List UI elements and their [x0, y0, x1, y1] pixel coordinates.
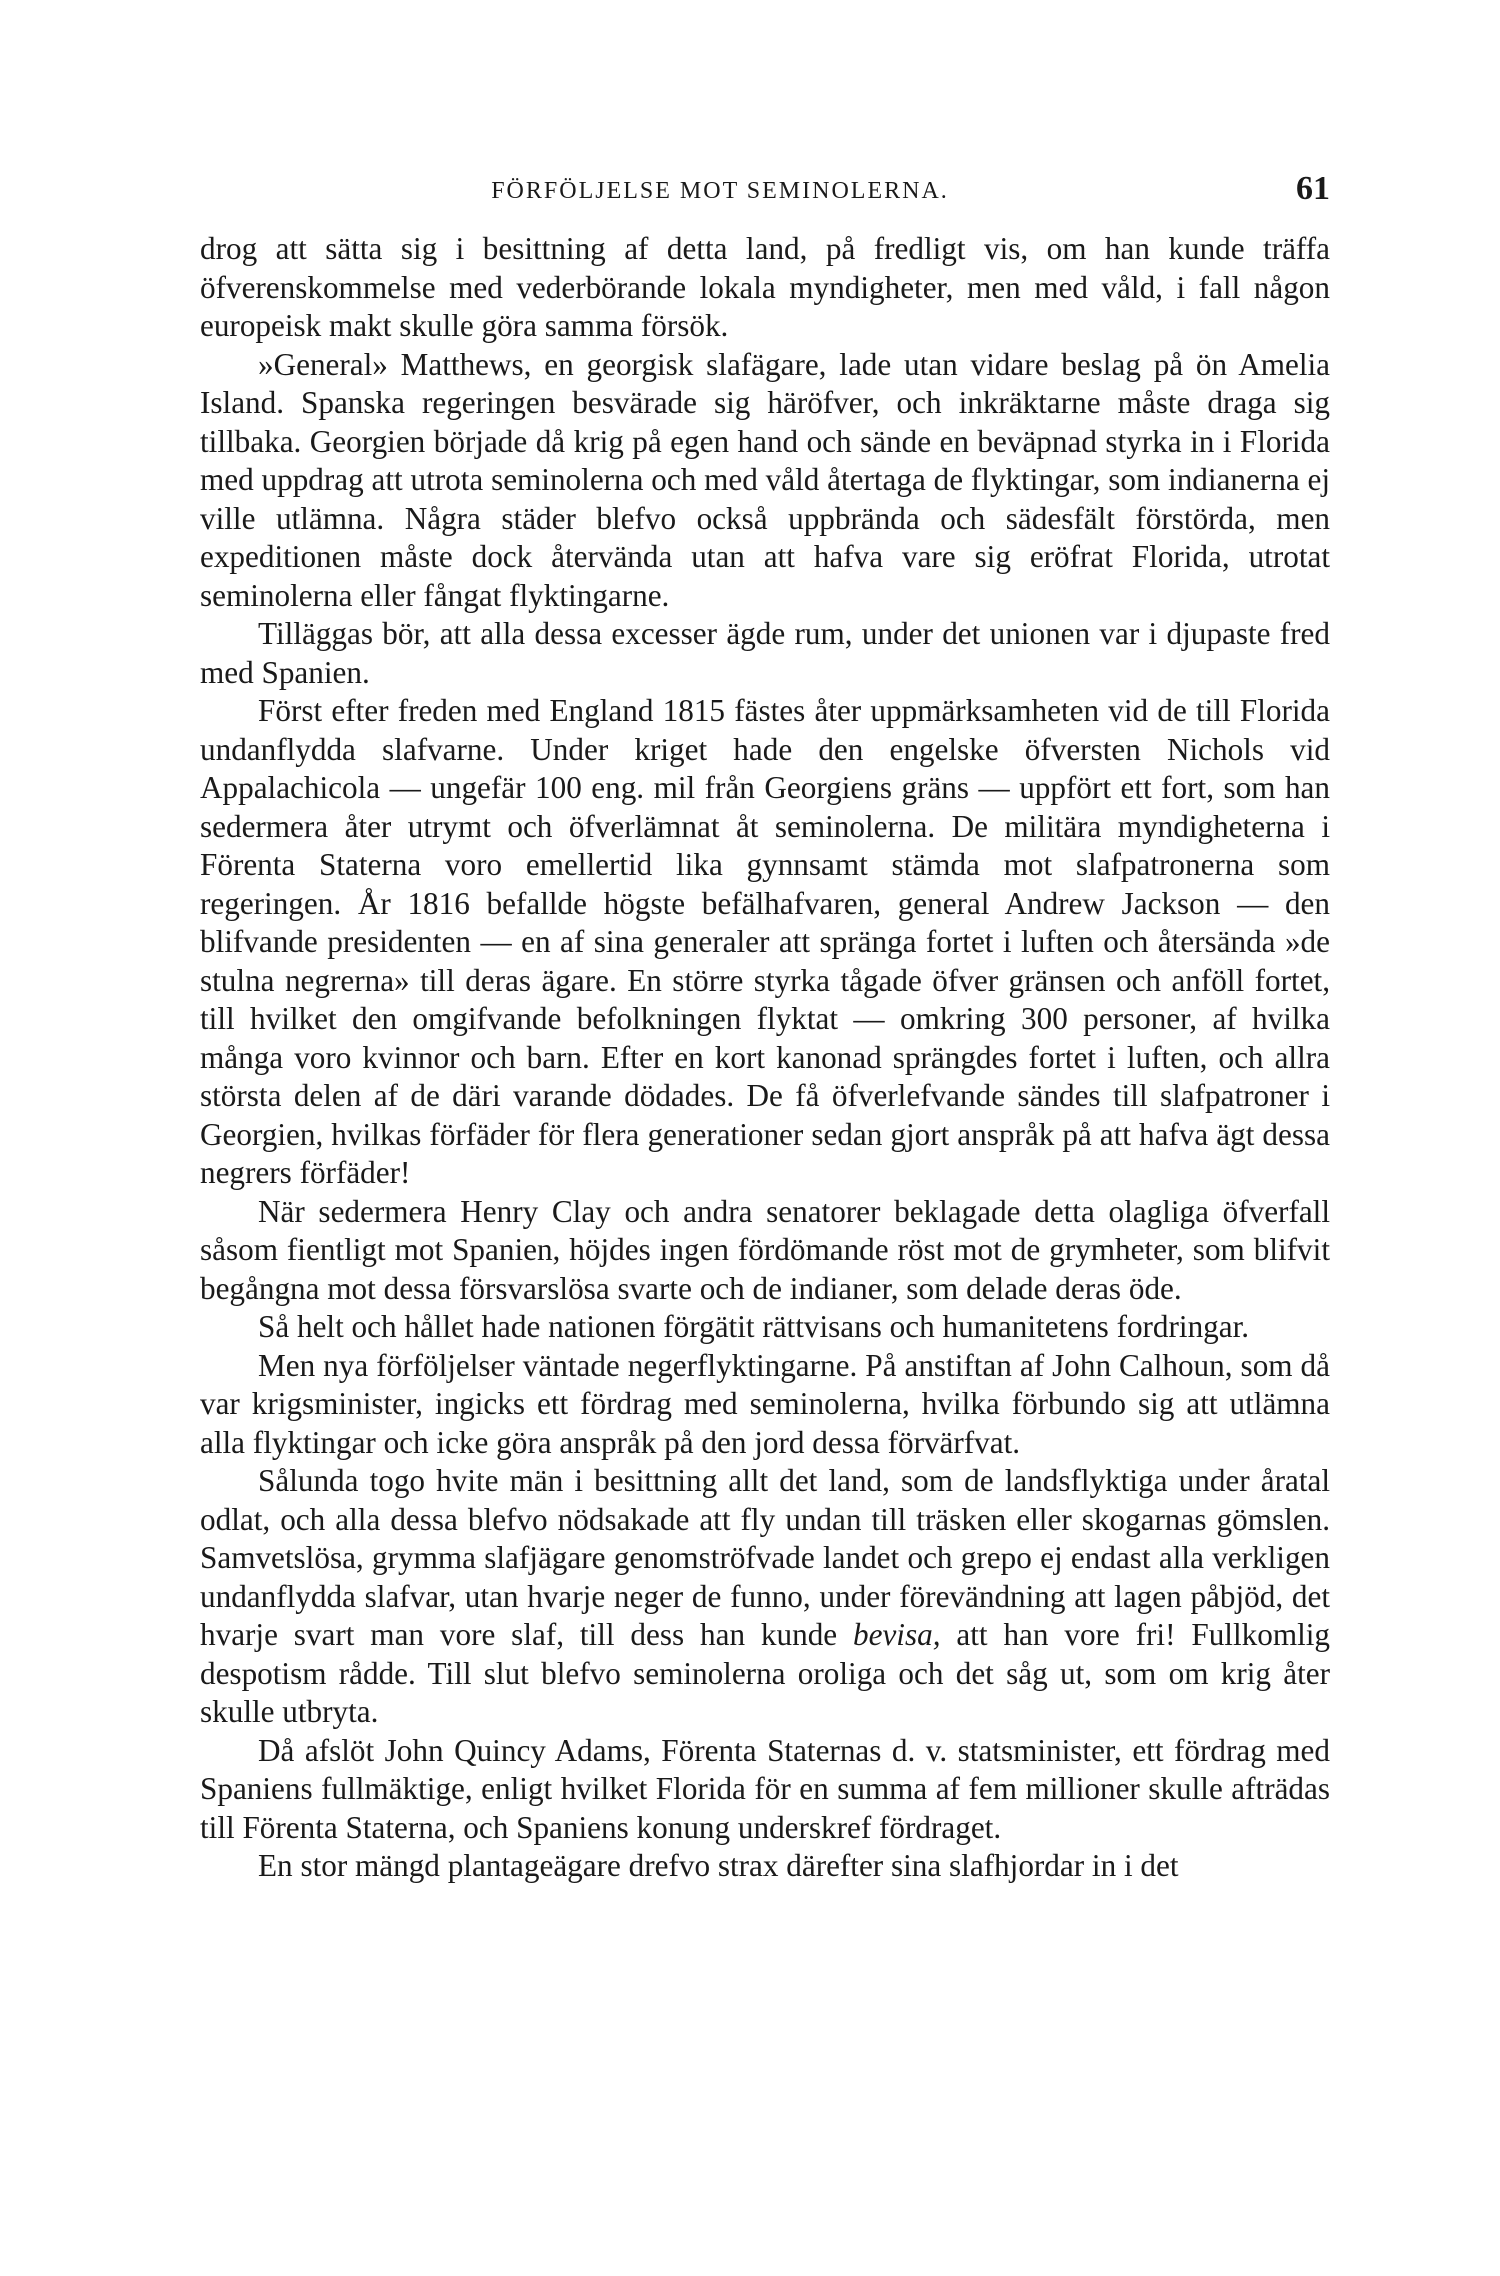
paragraph-7: Men nya förföljelser väntade negerflyktingarne. På anstiftan af John Calhoun, som då var krigsminister, ingicks ett fördrag med seminolerna, hvilka förbundo sig att utlämna alla flyktingar och icke göra anspråk på den jord dessa förvärfvat.: [200, 1347, 1330, 1460]
running-title: FÖRFÖLJELSE MOT SEMINOLERNA.: [491, 178, 949, 204]
paragraph-8: [200, 1462, 1330, 1732]
paragraph-8-emphasis: bevisa,: [853, 1617, 941, 1652]
paragraph-9: Då afslöt John Quincy Adams, Förenta Staternas d. v. statsminister, ett fördrag med Spaniens fullmäktige, enligt hvilket Florida för en summa af fem millioner skulle afträdas till Förenta Staterna, och Spaniens konung underskref fördraget.: [200, 1732, 1330, 1845]
paragraph-4: Först efter freden med England 1815 fästes åter uppmärksamheten vid de till Florida undanflydda slafvarne. Under kriget hade den engelske öfversten Nichols vid Appalachicola — ungefär 100 eng. mil från Georgiens gräns — uppfört ett fort, som han sedermera åter utrymt och öfverlämnat åt seminolerna. De militära myndigheterna i Förenta Staterna voro emellertid lika gynnsamt stämda mot slafpatronerna som regeringen. År 1816 befallde högste befälhafvaren, general Andrew Jackson — den blifvande presidenten — en af sina generaler att spränga fortet i luften och återsända »de stulna negrerna» till deras ägare. En större styrka tågade öfver gränsen och anföll fortet, till hvilket den omgifvande befolkningen flyktat — omkring 300 personer, af hvilka många voro kvinnor och barn. Efter en kort kanonad sprängdes fortet i luften, och allra största delen af de däri varande dödades. De få öfverlefvande sändes till slafpatroner i Georgien, hvilkas förfäder för flera generationer sedan gjort anspråk på att hafva ägt dessa negrers förfäder!: [200, 693, 1330, 1190]
body-text: [200, 230, 1330, 1886]
paragraph-3: Tilläggas bör, att alla dessa excesser ägde rum, under det unionen var i djupaste fred med Spanien.: [200, 616, 1330, 690]
paragraph-5: När sedermera Henry Clay och andra senatorer beklagade detta olagliga öfverfall såsom fientligt mot Spanien, höjdes ingen fördömande röst mot de grymheter, som blifvit begångna mot dessa försvarslösa svarte och de indianer, som delade deras öde.: [200, 1193, 1330, 1306]
paragraph-8-before: Sålunda togo hvite män i besittning allt det land, som de landsflyktiga under åratal odlat, och alla dessa blefvo nödsakade att fly undan till träsken eller skogarnas gömslen. Samvetslösa, grymma slafjägare genomströfvade landet och grepo ej endast alla verkligen undanflydda slafvar, utan hvarje neger de funno, under förevändning att lagen påbjöd, det hvarje svart man vore slaf, till dess han kunde: [200, 1463, 1330, 1652]
paragraph-10: En stor mängd plantageägare drefvo strax därefter sina slafhjordar in i det: [258, 1848, 1179, 1883]
book-page: [200, 170, 1330, 1886]
paragraph-1: drog att sätta sig i besittning af detta land, på fredligt vis, om han kunde träffa öfverenskommelse med vederbörande lokala myndigheter, men med våld, i fall någon europeisk makt skulle göra samma försök.: [200, 231, 1330, 343]
running-head: [200, 170, 1330, 216]
paragraph-2: »General» Matthews, en georgisk slafägare, lade utan vidare beslag på ön Amelia Island. Spanska regeringen besvärade sig häröfver, och inkräktarne måste draga sig tillbaka. Georgien började då krig på egen hand och sände en beväpnad styrka in i Florida med uppdrag att utrota seminolerna och med våld återtaga de flyktingar, som indianerna ej ville utlämna. Några städer blefvo också uppbrända och sädesfält förstörda, men expeditionen måste dock återvända utan att hafva vare sig eröfrat Florida, utrotat seminolerna eller fångat flyktingarne.: [200, 346, 1330, 613]
paragraph-6: Så helt och hållet hade nationen förgätit rättvisans och humanitetens fordringar.: [258, 1309, 1250, 1344]
paragraph-8-after: att han vore fri! Fullkomlig despotism rådde. Till slut blefvo seminolerna oroliga och det såg ut, som om krig åter skulle utbryta.: [200, 1617, 1330, 1729]
page-number: 61: [1296, 170, 1330, 207]
